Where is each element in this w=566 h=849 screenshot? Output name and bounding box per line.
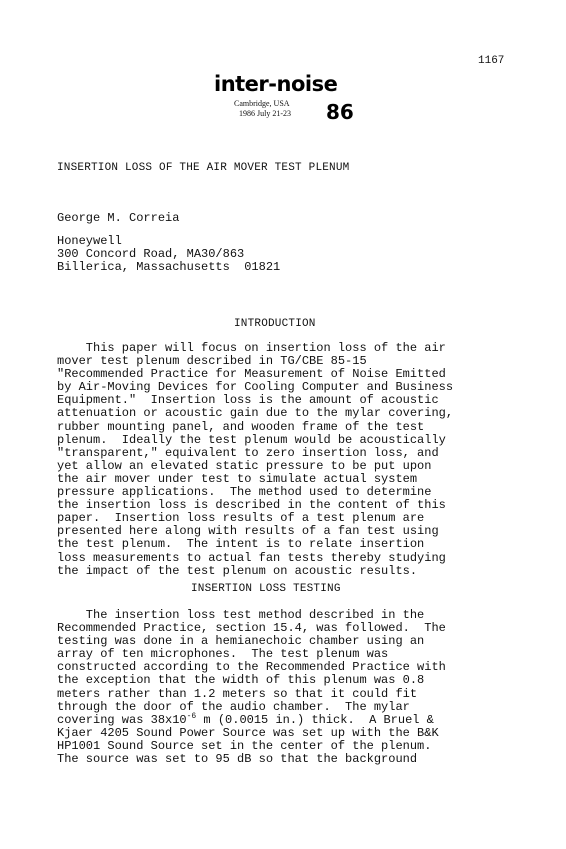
conference-logo (214, 72, 364, 132)
text-line: array of ten microphones. The test plenum was (57, 647, 389, 662)
text-line: presented here along with results of a fan test using (57, 524, 439, 539)
text-line: meters rather than 1.2 meters so that it could fit (57, 686, 418, 701)
logo-dates: 1986 July 21-23 (239, 109, 291, 118)
text-line: Recommended Practice, section 15.4, was followed. The (57, 621, 446, 636)
text-line: loss measurements to actual fan tests thereby studying (57, 550, 446, 565)
page-number: 1167 (478, 55, 505, 67)
text-line: Equipment." Insertion loss is the amount of acoustic (57, 393, 439, 408)
text-line: The insertion loss test method described in the (57, 608, 425, 622)
logo-wordmark: inter-noise (214, 72, 338, 96)
introduction-paragraph (57, 342, 453, 578)
logo-location: Cambridge, USA (234, 99, 290, 108)
testing-paragraph (57, 609, 446, 766)
text-line: Kjaer 4205 Sound Power Source was set up with the B&K (57, 725, 439, 740)
affiliation-line: Billerica, Massachusetts 01821 (57, 260, 281, 274)
logo-year: 86 (326, 100, 354, 124)
paper-title: INSERTION LOSS OF THE AIR MOVER TEST PLENUM (57, 162, 350, 174)
text-line (57, 711, 446, 727)
text-line: mover test plenum described in TG/CBE 85-15 (57, 354, 367, 369)
text-line: the exception that the width of this plenum was 0.8 (57, 673, 425, 688)
text-line: plenum. Ideally the test plenum would be acoustically (57, 432, 446, 447)
text-line: paper. Insertion loss results of a test plenum are (57, 511, 425, 526)
affiliation-block (57, 235, 280, 274)
text-line: The source was set to 95 dB so that the background (57, 752, 418, 767)
text-line: through the door of the audio chamber. The mylar (57, 699, 410, 714)
text-line: the insertion loss is described in the content of this (57, 498, 446, 513)
testing-heading: INSERTION LOSS TESTING (191, 583, 341, 595)
text-line: the air mover under test to simulate actual system (57, 471, 418, 486)
text-line: HP1001 Sound Source set in the center of the plenum. (57, 738, 432, 753)
text-line: testing was done in a hemianechoic chamber using an (57, 634, 425, 649)
text-line: the test plenum. The intent is to relate insertion (57, 537, 425, 552)
testing-lines-before (57, 609, 446, 714)
text-line: yet allow an elevated static pressure to be put upon (57, 458, 432, 473)
affiliation-line: Honeywell (57, 234, 122, 248)
text-line: the impact of the test plenum on acoustic results. (57, 563, 418, 578)
text-line: pressure applications. The method used to determine (57, 485, 432, 500)
text-line: attenuation or acoustic gain due to the mylar covering, (57, 406, 454, 421)
mylar-line-end: m (0.0015 in.) thick. A Bruel & (196, 712, 434, 727)
author-name: George M. Correia (57, 211, 180, 225)
introduction-heading: INTRODUCTION (234, 318, 316, 330)
affiliation-line: 300 Concord Road, MA30/863 (57, 247, 245, 261)
mylar-exponent: -6 (186, 711, 197, 721)
text-line: "Recommended Practice for Measurement of Noise Emitted (57, 367, 446, 382)
text-line: by Air-Moving Devices for Cooling Computer and Business (57, 380, 454, 395)
testing-lines-after (57, 727, 446, 766)
text-line: This paper will focus on insertion loss of the air (57, 341, 446, 355)
text-line: "transparent," equivalent to zero insertion loss, and (57, 445, 439, 460)
text-line: rubber mounting panel, and wooden frame of the test (57, 419, 425, 434)
mylar-line-start: covering was 38x10 (57, 712, 187, 727)
text-line: constructed according to the Recommended Practice with (57, 660, 446, 675)
